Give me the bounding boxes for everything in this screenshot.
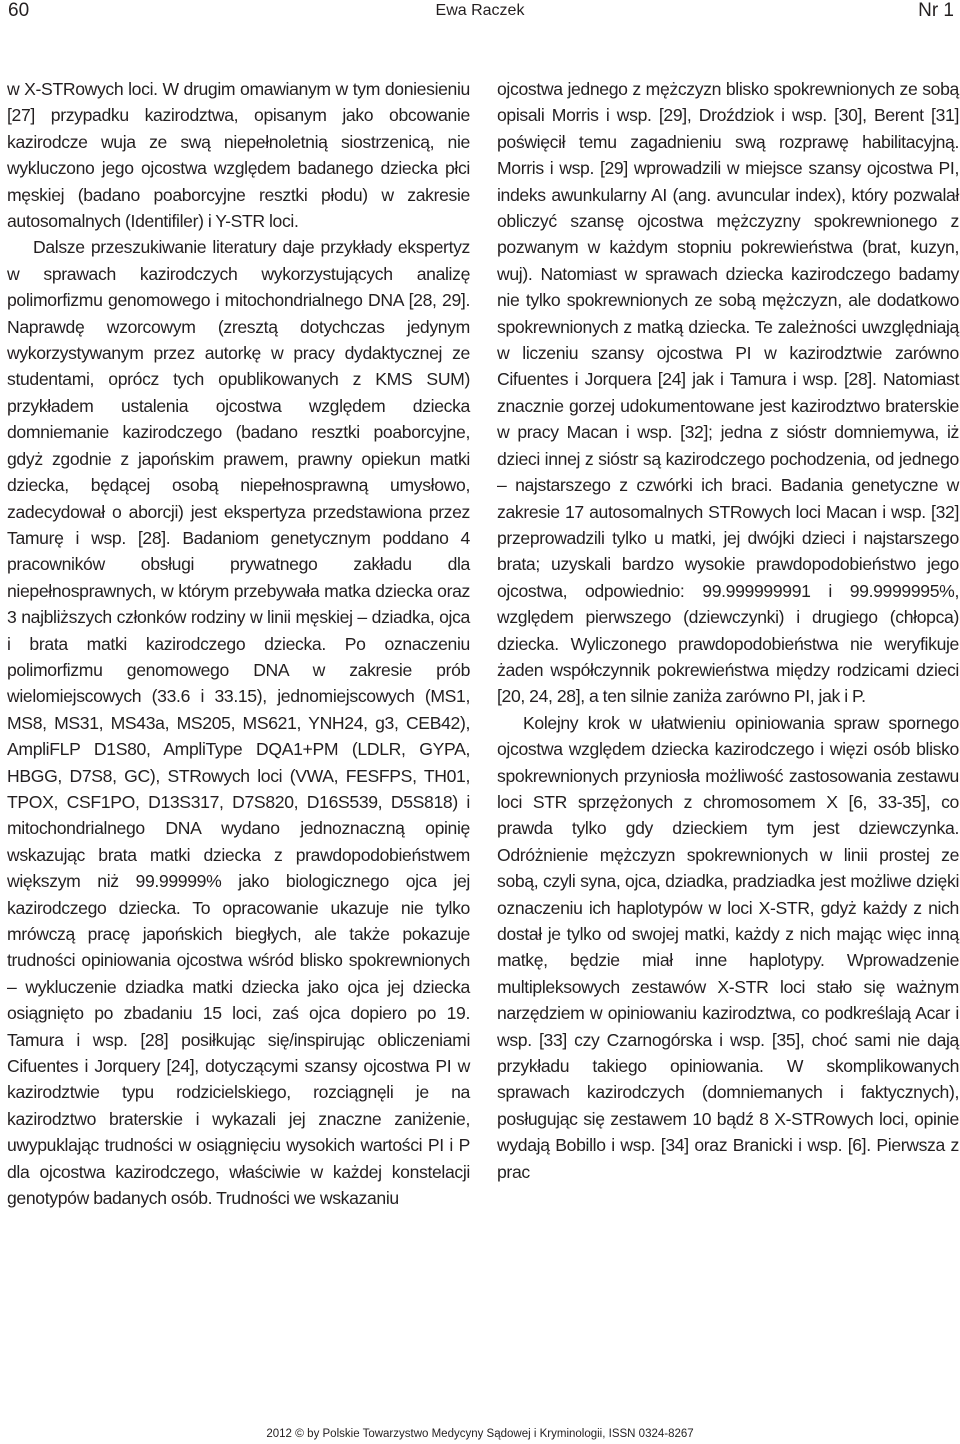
paragraph: w X-STRowych loci. W drugim omawianym w tym doniesieniu [27] przypadku kazirodztwa, opisanym jako obcowanie kazirodcze wuja ze swą niepełnoletnią siostrzenicą, nie wykluczono jego ojcostwa względem badanego dziecka płci męskiej (badano poaborcyjne resztki płodu) w zakresie autosomalnych (Identifiler) i Y-STR loci. (7, 79, 470, 232)
paragraph: Kolejny krok w ułatwieniu opiniowania spraw spornego ojcostwa względem dziecka kazirodczego i więzi osób blisko spokrewnionych przyniosła możliwość zastosowania zestawu loci STR sprzężonych z chromosomem X [6, 33-35], co prawda tylko gdy dzieckiem tym jest dziewczynka. Odróżnienie mężczyzn spokrewnionych w linii prostej ze sobą, czyli syna, ojca, dziadka, pradziadka jest możliwe dzięki oznaczeniu ich haplotypów w loci X-STR, gdyż każdy z nich dostał je tylko od swojej matki, każdy z nich mając więc inną matkę, będzie miał inne haplotypy. Wprowadzenie multipleksowych zestawów X-STR loci stało się ważnym narzędziem w opiniowaniu kazirodztwa, co podkreślają Acar i wsp. [33] czy Czarnogórska i wsp. [35], choć sami nie dają przykładu takiego opiniowania. W skomplikowanych sprawach kazirodczych (domniemanych i faktycznych), posługując się zestawem 10 bądź 8 X-STRowych loci, opinie wydają Bobillo i wsp. [34] oraz Branicki i wsp. [6]. Pierwsza z prac (497, 712, 959, 1182)
copyright-icon: © (295, 1426, 304, 1440)
right-text-column (497, 76, 959, 1185)
page-number: 60 (8, 0, 30, 21)
footer-publisher: by Polskie Towarzystwo Medycyny Sądowej i Kryminologii, ISSN 0324-8267 (307, 1428, 694, 1440)
running-head-author: Ewa Raczek (435, 2, 525, 19)
left-text-column (7, 76, 470, 1211)
issue-number: Nr 1 (918, 0, 954, 21)
paragraph: Dalsze przeszukiwanie literatury daje przykłady ekspertyz w sprawach kazirodczych wykorzystujących analizę polimorfizmu genomowego i mitochondrialnego DNA [28, 29]. Naprawdę wzorcowym (zresztą dotychczas jedynym wykorzystywanym przez autorkę w pracy dydaktycznej ze studentami, oprócz tych opublikowanych z KMS SUM) przykładem ustalenia ojcostwa względem dziecka domniemanie kazirodczego (badano resztki poaborcyjne, gdyż zgodnie z japońskim prawem, prawny opiekun matki dziecka, będącej osobą niepełnosprawną umysłowo, zadecydował o aborcji) jest ekspertyza przedstawiona przez Tamurę i wsp. [28]. Badaniom genetycznym poddano 4 pracowników obsługi prywatnego zakładu dla niepełnosprawnych, w którym przebywała matka dziecka oraz 3 najbliższych członków rodziny w linii męskiej – dziadka, ojca i brata matki kazirodczego dziecka. Po oznaczeniu polimorfizmu genomowego DNA w zakresie prób wielomiejscowych (33.6 i 33.15), jednomiejscowych (MS1, MS8, MS31, MS43a, MS205, MS621, YNH24, g3, CEB42), AmpliFLP D1S80, AmpliType DQA1+PM (LDLR, GYPA, HBGG, D7S8, GC), STRowych loci (VWA, FESFPS, TH01, TPOX, CSF1PO, D13S317, D7S820, D16S539, D5S818) i mitochondrialnego DNA wydano jednoznaczną opinię wskazując brata matki dziecka z prawdopodobieństwem większym niż 99.99999% jako biologicznego ojca jej kazirodczego dziecka. To opracowanie ukazuje nie tylko mrówczą pracę japońskich biegłych, ale także pokazuje trudności opiniowania ojcostwa wśród blisko spokrewnionych – wykluczenie dziadka matki dziecka jako ojca jej dziecka osiągnięto po zbadaniu 15 loci, zaś ojca dopiero po 19. Tamura i wsp. [28] posiłkując się/inspirując obliczeniami Cifuentes i Jorquery [24], dotyczącymi szansy ojcostwa PI w kazirodztwie typu rodzicielskiego, rozciągnęli je na kazirodztwo braterskie i wykazali jej znaczne zaniżenie, uwypuklając trudności w osiągnięciu wysokich wartości PI i P dla ojcostwa kazirodczego, właściwie w każdej konstelacji genotypów badanych osób. Trudności we wskazaniu (7, 237, 470, 1209)
running-header (0, 0, 960, 30)
footer-year: 2012 (266, 1428, 292, 1440)
paragraph: ojcostwa jednego z mężczyzn blisko spokrewnionych ze sobą opisali Morris i wsp. [29], Droździok i wsp. [30], Berent [31] poświęcił temu zagadnieniu swą rozprawę habilitacyjną. Morris i wsp. [29] wprowadzili w miejsce szansy ojcostwa PI, indeks awunkularny AI (ang. avuncular index), który pozwalał obliczyć szansę ojcostwa mężczyzny spokrewnionego z pozwanym w każdym stopniu pokrewieństwa (brat, kuzyn, wuj). Natomiast w sprawach dziecka kazirodczego badamy nie tylko spokrewnionych ze sobą mężczyzn, ale dodatkowo spokrewnionych z matką dziecka. Te zależności uwzględniają w liczeniu szansy ojcostwa PI w kazirodztwie zarówno Cifuentes i Jorquera [24] jak i Tamura i wsp. [28]. Natomiast znacznie gorzej udokumentowane jest kazirodztwo braterskie w pracy Macan i wsp. [32]; jedna z sióstr domniemywa, iż dzieci innej z sióstr są kazirodczego pochodzenia, od jednego – najstarszego z czwórki ich braci. Badania genetyczne w zakresie 17 autosomalnych STRowych loci Macan i wsp. [32] przeprowadzili tylko u matki, jej dwójki dzieci i najstarszego brata; uzyskali bardzo wysokie prawdopodobieństwo jego ojcostwa, odpowiednio: 99.999999991 i 99.9999995%, względem pierwszego (dziewczynki) i drugiego (chłopca) dziecka. Wyliczonego prawdopodobieństwa nie weryfikuje żaden współczynnik pokrewieństwa między rodzicami dzieci [20, 24, 28], a ten silnie zaniża zarówno PI, jak i P. (497, 79, 959, 707)
page-footer (0, 1426, 960, 1441)
